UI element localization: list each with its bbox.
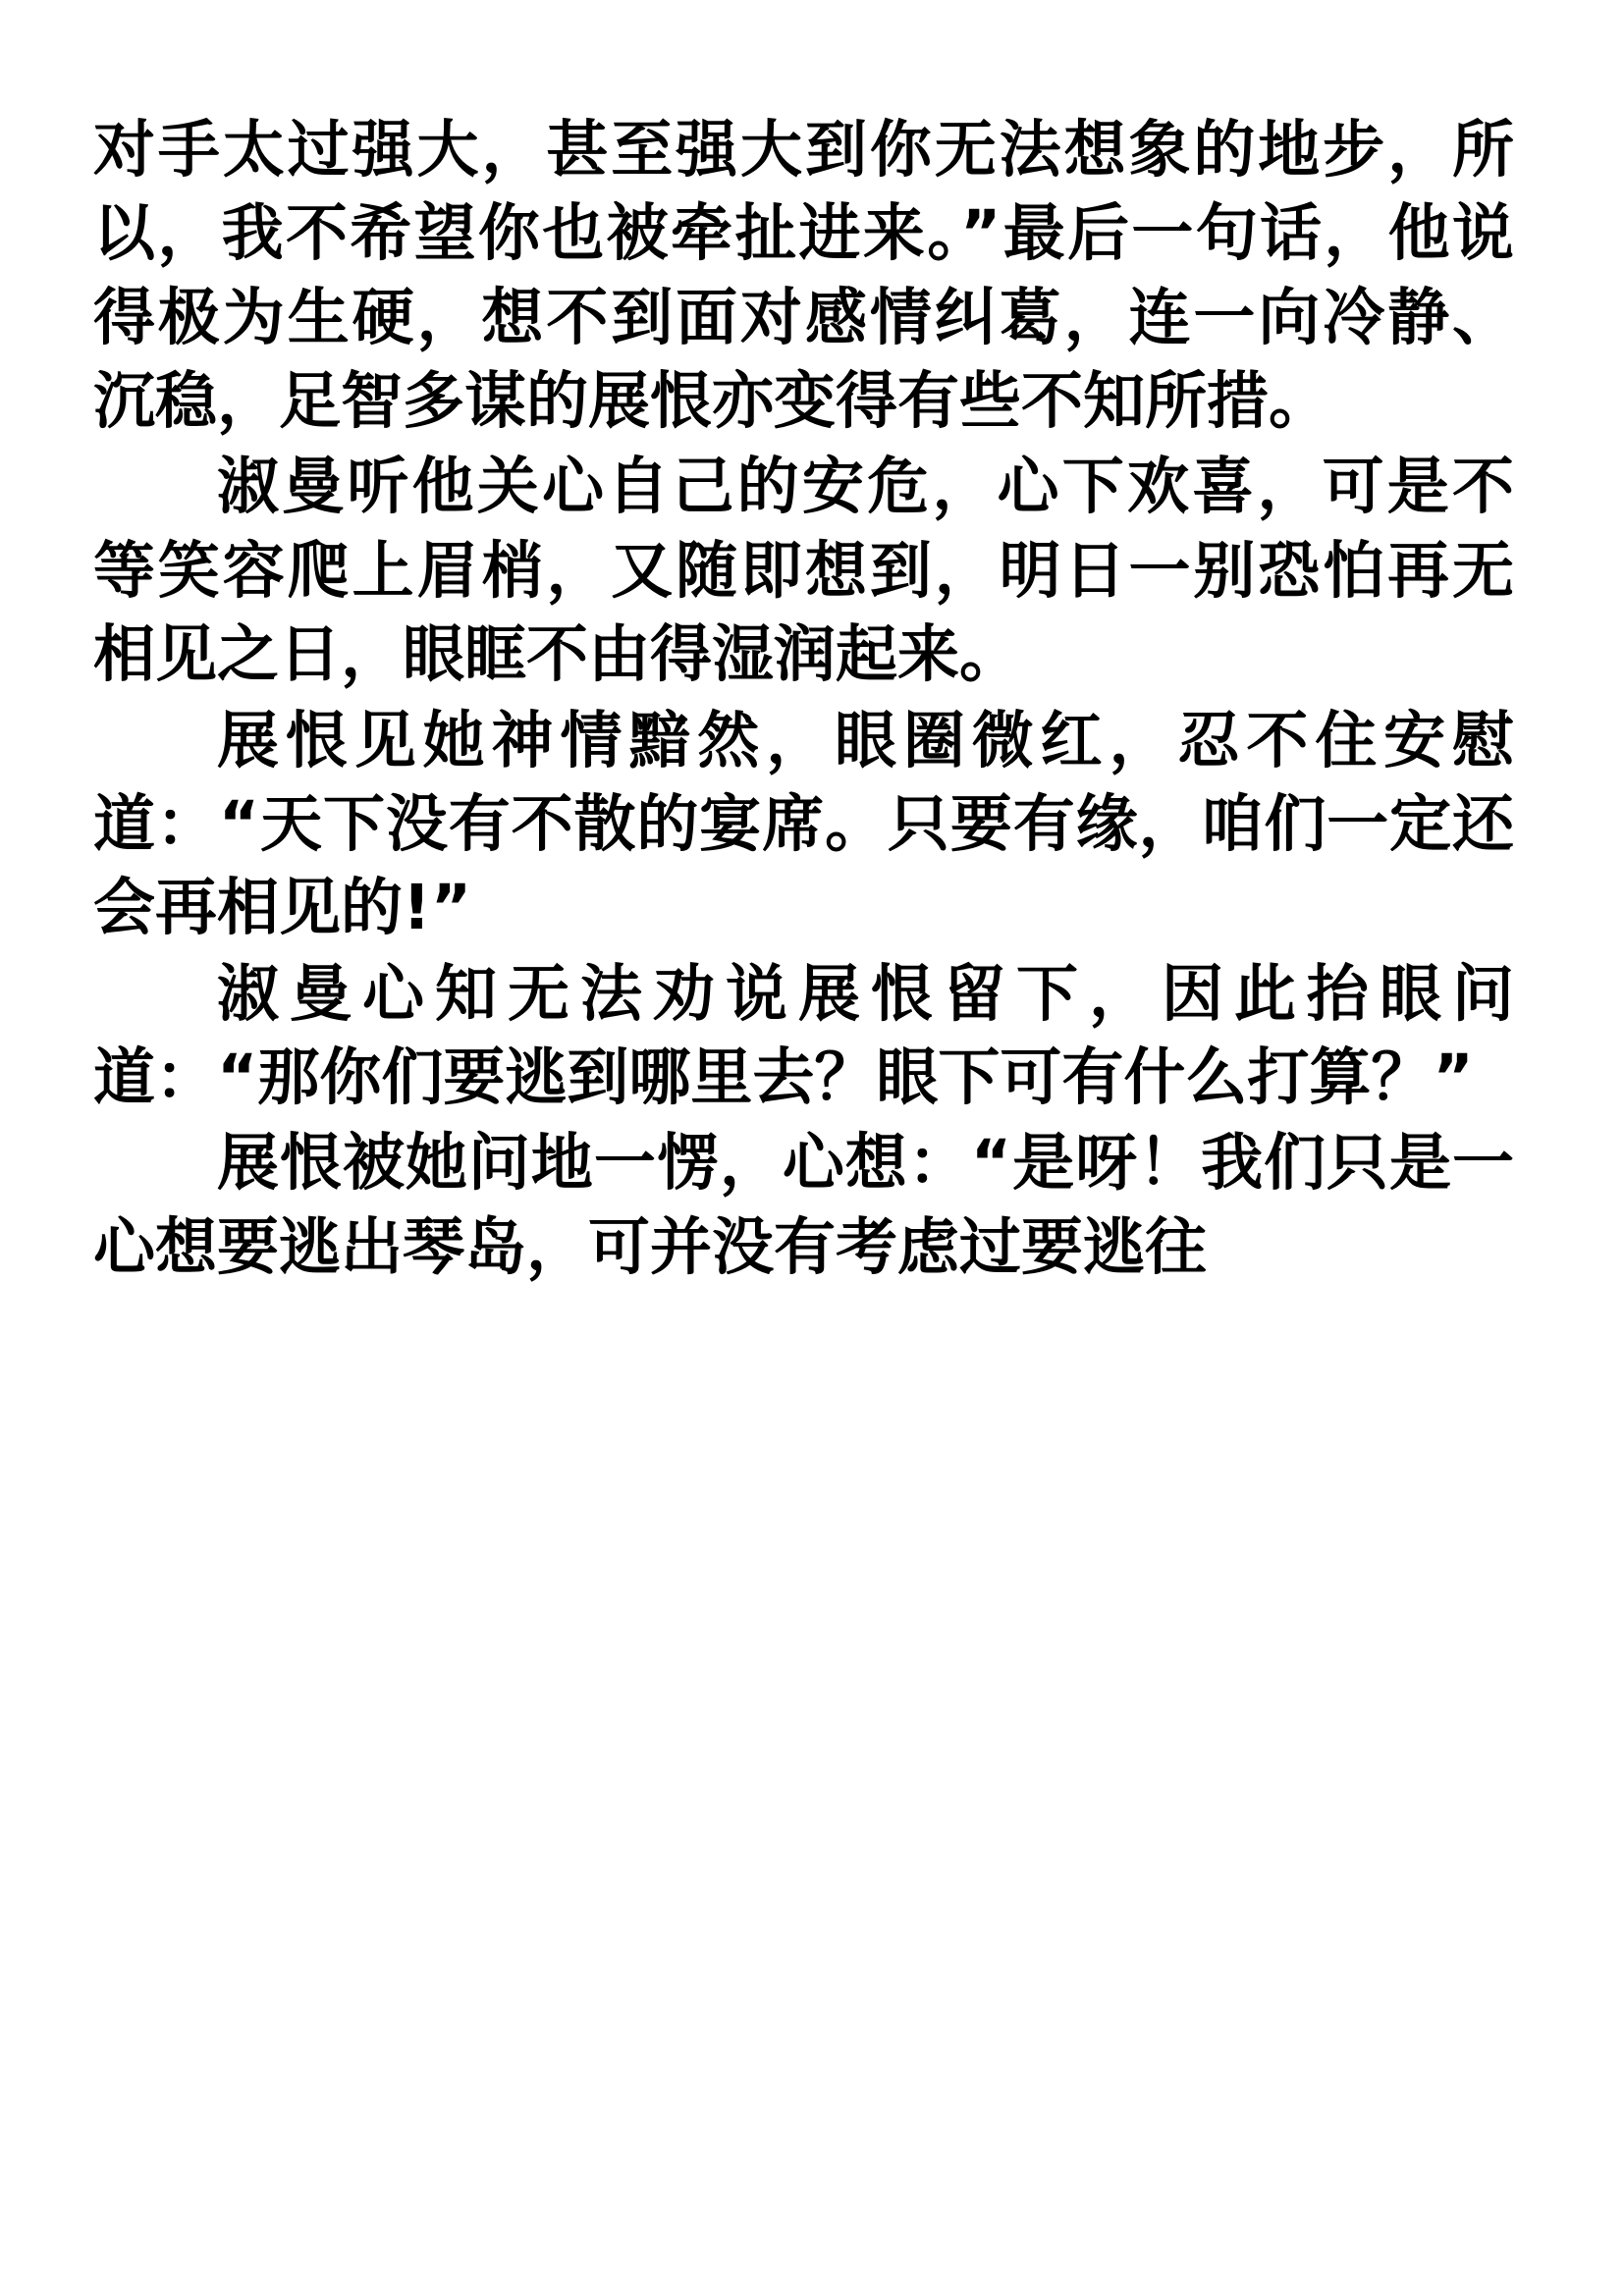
page-body	[93, 108, 1514, 1289]
paragraph: 展恨被她问地一愣，心想：“是呀！我们只是一心想要逃出琴岛，可并没有考虑过要逃往	[93, 1127, 1514, 1283]
paragraph: 对手太过强大，甚至强大到你无法想象的地步，所以，我不希望你也被牵扯进来。”最后一句话，他说得极为生硬，想不到面对感情纠葛，连一向冷静、沉稳，足智多谋的展恨亦变得有些不知所措。	[93, 114, 1514, 438]
paragraph: 淑曼心知无法劝说展恨留下，因此抬眼问道：“那你们要逃到哪里去？眼下可有什么打算？”	[93, 957, 1514, 1113]
paragraph: 展恨见她神情黯然，眼圈微红，忍不住安慰道：“天下没有不散的宴席。只要有缘，咱们一定还会再相见的!”	[93, 704, 1514, 944]
paragraph: 淑曼听他关心自己的安危，心下欢喜，可是不等笑容爬上眉梢，又随即想到，明日一别恐怕再无相见之日，眼眶不由得湿润起来。	[93, 451, 1514, 691]
